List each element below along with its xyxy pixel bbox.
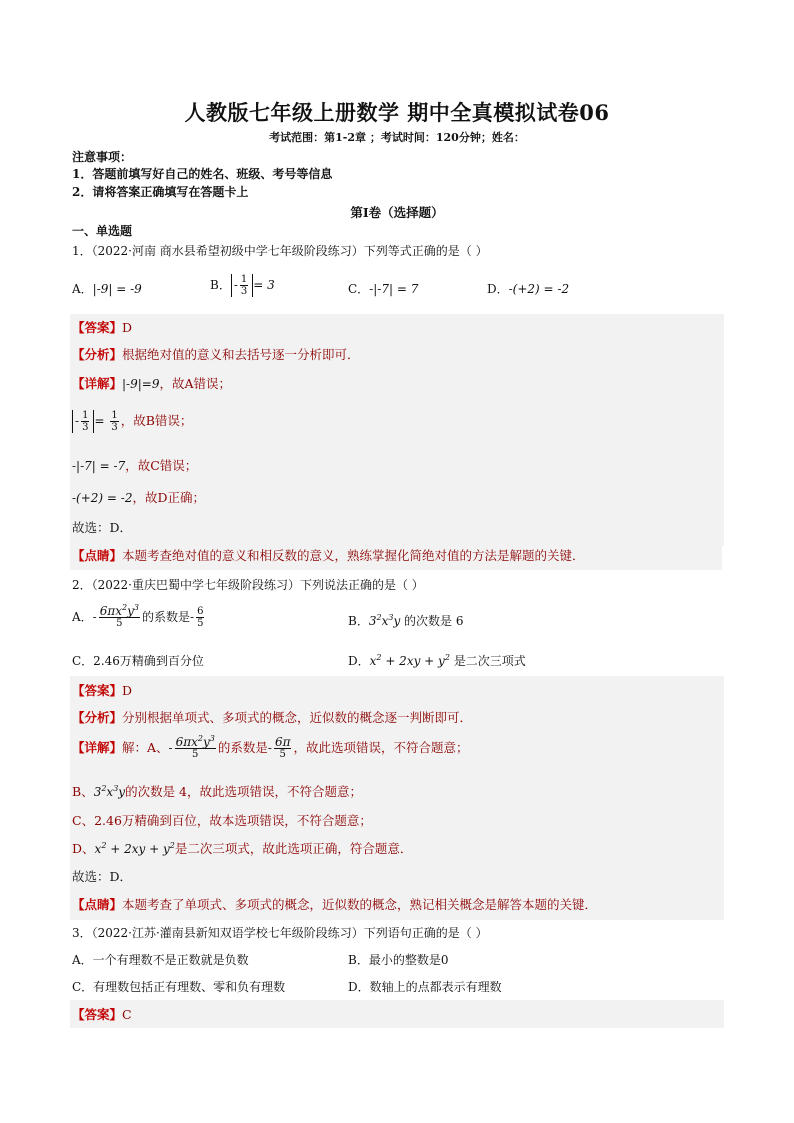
comment-line: 【点睛】本题考查绝对值的意义和相反数的意义，熟练掌握化简绝对值的方法是解题的关键．	[70, 546, 722, 570]
notes-heading: 注意事项：	[72, 150, 133, 164]
detail-line: 【详解】解：A、- $\frac{6\pi x^2y^3}{5}$ 的系数是- $\frac{6\pi}{5}$ ，故此选项错误，不符合题意；	[72, 734, 469, 760]
option-c: C．2.46万精确到百分位	[72, 654, 204, 668]
answer-line: 【答案】D	[72, 320, 133, 335]
option-b: B． - $\frac{1}{3}$ = 3	[210, 274, 275, 297]
question-stem: 2．（2022·重庆巴蜀中学七年级阶段练习）下列说法正确的是（ ）	[72, 578, 424, 592]
option-a: A．|-9| = -9	[72, 282, 142, 296]
option-d: D．$x^2 + 2xy + y^2$ 是二次三项式	[348, 653, 526, 668]
detail-line: - $\frac{1}{3}$ = $\frac{1}{3}$ ，故B错误；	[72, 410, 192, 433]
option-b: B．最小的整数是0	[348, 953, 449, 967]
question-stem: 3．（2022·江苏·灌南县新知双语学校七年级阶段练习）下列语句正确的是（ ）	[72, 926, 488, 940]
detail-line: -(+2) = -2，故D正确；	[72, 490, 206, 505]
answer-line: 【答案】D	[72, 683, 133, 698]
note-item: 1．答题前填写好自己的姓名、班级、考号等信息	[72, 167, 333, 181]
option-d: D．数轴上的点都表示有理数	[348, 980, 502, 994]
detail-line: B、$3^2x^3y$的次数是 4，故此选项错误，不符合题意；	[72, 784, 363, 799]
page-title: 人教版七年级上册数学 期中全真模拟试卷06	[184, 100, 610, 125]
answer-line: 【答案】C	[72, 1007, 132, 1022]
option-a: A．- $\frac{6\pi x^2y^3}{5}$ 的系数是- $\frac{6}{5}$	[72, 603, 204, 629]
exam-info: 考试范围：第1-2章 ；考试时间：120分钟；姓名：	[269, 131, 525, 144]
note-item: 2．请将答案正确填写在答题卡上	[72, 185, 249, 199]
choose-line: 故选：D．	[72, 869, 133, 884]
option-a: A．一个有理数不是正数就是负数	[72, 953, 249, 967]
detail-line: -|-7| = -7，故C错误；	[72, 458, 198, 473]
detail-line: D、$x^2 + 2xy + y^2$是二次三项式，故此选项正确，符合题意．	[72, 841, 413, 856]
solution-box	[70, 1000, 724, 1028]
detail-line: 【详解】|-9|=9，故A错误；	[72, 376, 232, 391]
analysis-line: 【分析】分别根据单项式、多项式的概念，近似数的概念逐一判断即可．	[72, 710, 473, 725]
part-title: 一、单选题	[72, 224, 133, 238]
option-c: C．有理数包括正有理数、零和负有理数	[72, 980, 286, 994]
section-title: 第I卷（选择题）	[350, 205, 444, 220]
choose-line: 故选：D．	[72, 520, 133, 535]
analysis-line: 【分析】根据绝对值的意义和去括号逐一分析即可．	[72, 347, 360, 362]
question-stem: 1．（2022·河南 商水县希望初级中学七年级阶段练习）下列等式正确的是（ ）	[72, 244, 488, 258]
option-b: B．$3^2x^3y$ 的次数是 6	[348, 613, 464, 628]
detail-line: C、2.46万精确到百位，故本选项错误，不符合题意；	[72, 813, 372, 828]
comment-line: 【点睛】本题考查了单项式、多项式的概念，近似数的概念，熟记相关概念是解答本题的关键．	[72, 897, 598, 912]
option-c: C．-|-7| = 7	[348, 282, 419, 296]
option-d: D．-(+2) = -2	[487, 282, 570, 296]
